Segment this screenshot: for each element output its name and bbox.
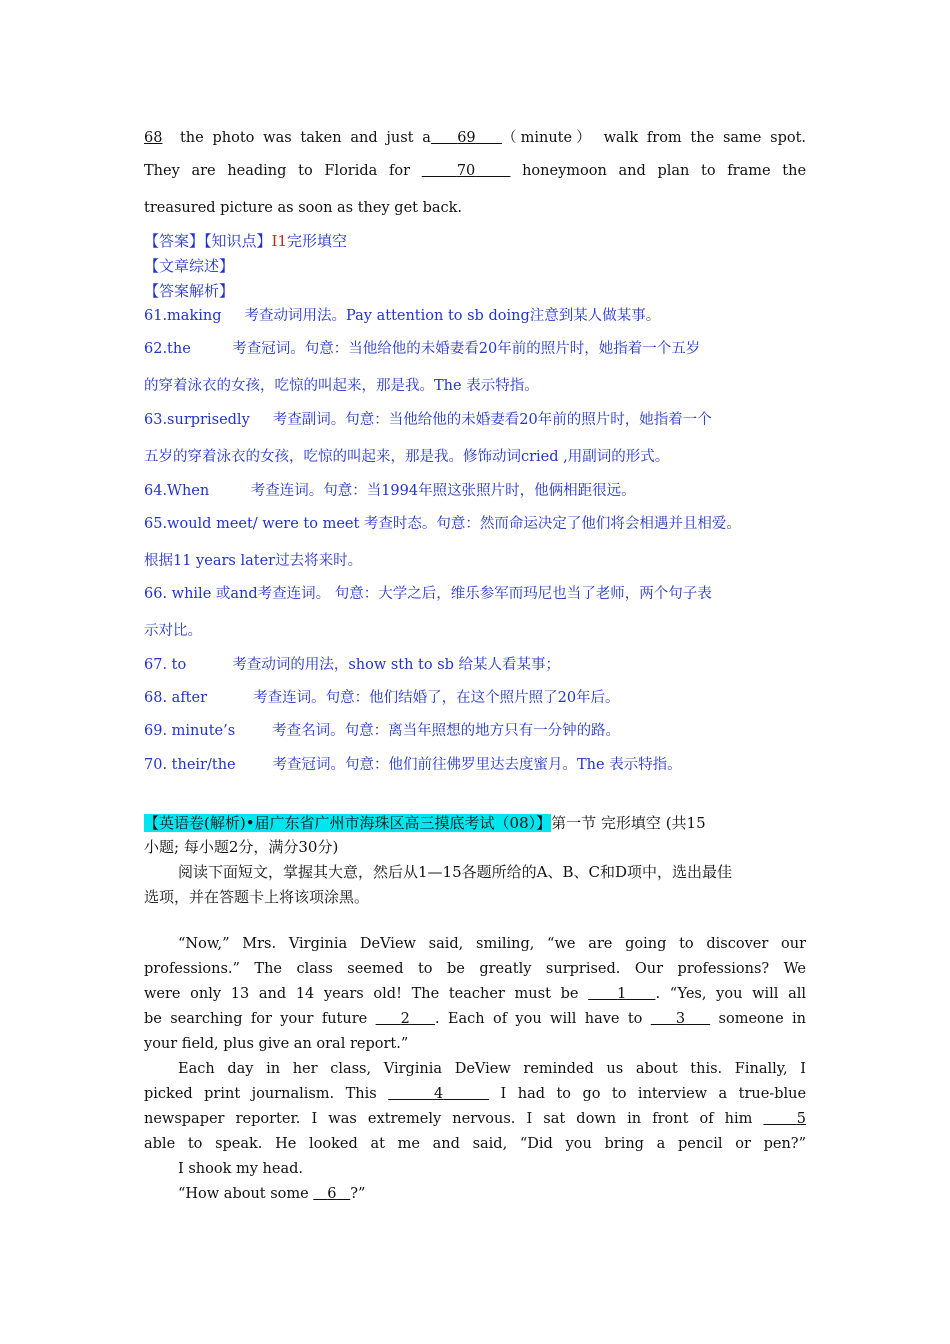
- answer-line: 五岁的穿着泳衣的女孩，吃惊的叫起来，那是我。修饰动词cried ,用副词的形式。: [144, 449, 670, 465]
- answer-line: 63.surprisedly 考查副词。句意：当他给他的未婚妻看20年前的照片时，她指着一个: [144, 412, 712, 428]
- blank-3: 3: [675, 1011, 686, 1027]
- answer-line: 的穿着泳衣的女孩，吃惊的叫起来，那是我。The 表示特指。: [144, 378, 539, 394]
- analysis-tag: 【答案解析】: [144, 282, 235, 300]
- answer-line: 64.When 考查连词。句意：当1994年照这张照片时，他俩相距很远。: [144, 483, 636, 499]
- instruction-line-1: 阅读下面短文，掌握其大意，然后从1—15各题所给的A、B、C和D项中，选出最佳: [178, 863, 732, 881]
- answer-line: 70. their/the 考查冠词。句意：他们前往佛罗里达去度蜜月。The 表示特指。: [144, 757, 682, 773]
- passage-line-3: treasured picture as soon as they get back.: [144, 200, 463, 216]
- story-line: professions.” The class seemed to be greatly surprised. Our professions? We: [144, 961, 806, 977]
- instruction-line-2: 选项，并在答题卡上将该项涂黑。: [144, 888, 370, 906]
- section-title: 【英语卷(解析)•届广东省广州市海珠区高三摸底考试（08）】第一节 完形填空 (共15: [144, 814, 706, 832]
- passage-line-1: 68 the photo was taken and just a 69 （minute） walk from the same spot.: [144, 130, 807, 146]
- answer-line: 69. minute’s 考查名词。句意：离当年照想的地方只有一分钟的路。: [144, 723, 621, 739]
- story-line: newspaper reporter. I was extremely nervous. I sat down in front of him 5: [144, 1111, 807, 1127]
- story-line: “Now,” Mrs. Virginia DeView said, smiling, “we are going to discover our: [178, 936, 806, 952]
- story-line: be searching for your future 2 . Each of you will have to 3 someone in: [144, 1011, 807, 1027]
- blank-6: 6: [327, 1186, 337, 1202]
- story-line: your field, plus give an oral report.”: [144, 1036, 409, 1052]
- blank-69: 69: [457, 130, 476, 146]
- blank-2: 2: [400, 1011, 410, 1027]
- story-line: picked print journalism. This 4 I had to go to interview a true-blue: [144, 1086, 807, 1102]
- answer-line: 65.would meet/ were to meet 考查时态。句意：然而命运决定了他们将会相遇并且相爱。: [144, 516, 741, 532]
- source-label: 【英语卷(解析)•届广东省广州市海珠区高三摸底考试（08）】: [144, 814, 552, 832]
- blank-4: 4: [434, 1086, 444, 1102]
- story-line: Each day in her class, Virginia DeView reminded us about this. Finally, I: [178, 1061, 806, 1077]
- blank-68: 68: [144, 130, 163, 146]
- answer-line: 示对比。: [144, 623, 202, 639]
- blank-5: 5: [796, 1111, 807, 1127]
- answer-line: 67. to 考查动词的用法，show sth to sb 给某人看某事；: [144, 657, 561, 673]
- blank-70: 70: [456, 163, 476, 179]
- story-line: were only 13 and 14 years old! The teacher must be 1 . “Yes, you will all: [144, 986, 807, 1002]
- answer-line: 61.making 考查动词用法。Pay attention to sb doing注意到某人做某事。: [144, 308, 661, 324]
- passage-line-2: They are heading to Florida for 70 honeymoon and plan to frame the: [144, 163, 807, 179]
- story-line: “How about some 6 ?”: [178, 1186, 366, 1202]
- knowledge-code: I1: [271, 232, 287, 250]
- answer-tag: 【答案】【知识点】I1完形填空: [144, 232, 347, 250]
- summary-tag: 【文章综述】: [144, 257, 235, 275]
- answer-line: 62.the 考查冠词。句意：当他给他的未婚妻看20年前的照片时，她指着一个五岁: [144, 341, 701, 357]
- section-title-line2: 小题; 每小题2分，满分30分): [144, 838, 339, 856]
- story-line: I shook my head.: [178, 1161, 303, 1177]
- answer-line: 根据11 years later过去将来时。: [144, 553, 363, 569]
- answer-line: 66. while 或and考查连词。 句意：大学之后，维乐参军而玛尼也当了老师，两个句子表: [144, 586, 712, 602]
- answer-line: 68. after 考查连词。句意：他们结婚了，在这个照片照了20年后。: [144, 690, 620, 706]
- story-line: able to speak. He looked at me and said, “Did you bring a pencil or pen?”: [144, 1136, 806, 1152]
- blank-1: 1: [617, 986, 627, 1002]
